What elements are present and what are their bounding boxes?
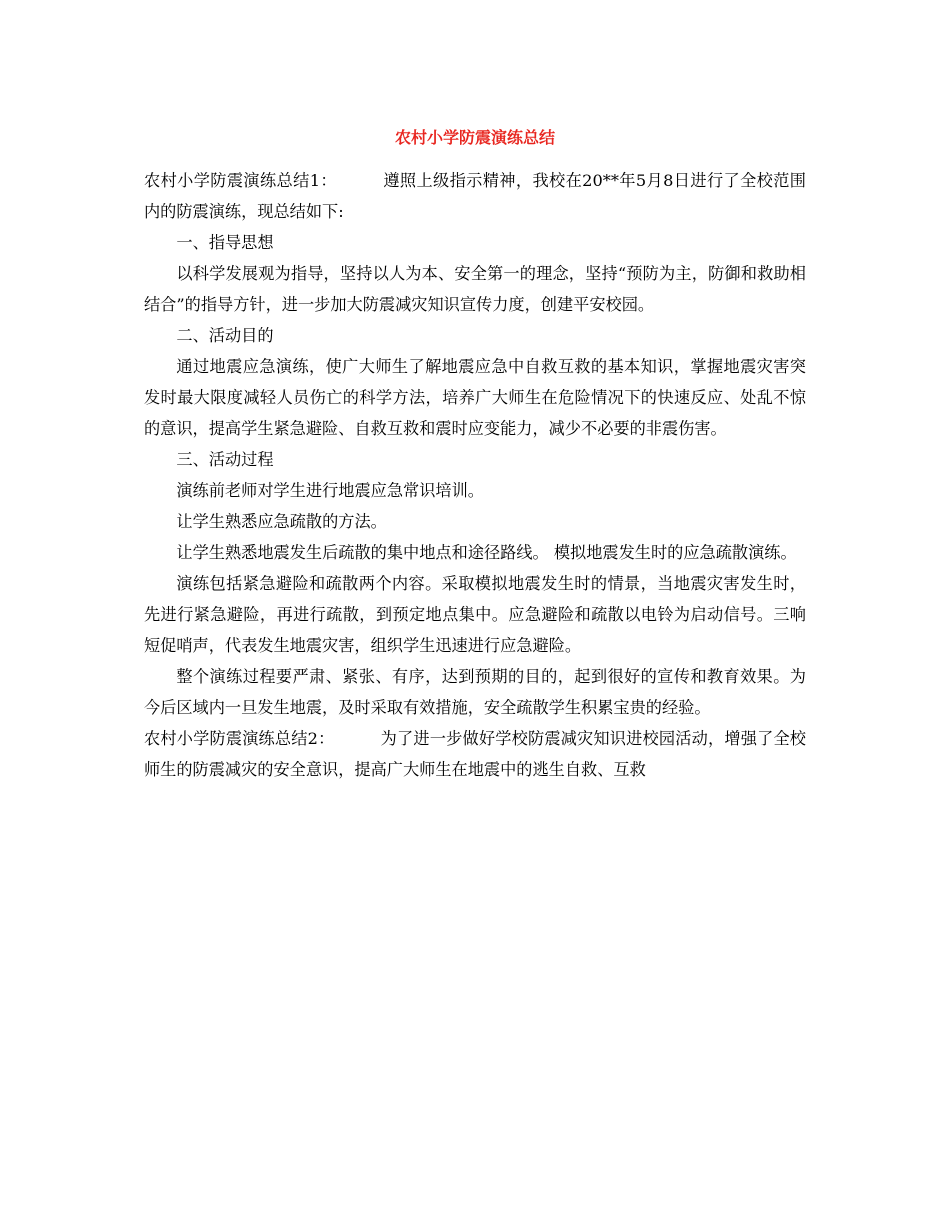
section2-text: 通过地震应急演练，使广大师生了解地震应急中自救互救的基本知识，掌握地震灾害突发时最大限度减轻人员伤亡的科学方法，培养广大师生在危险情况下的快速反应、处乱不惊的意识，提高学生紧急避险、自救互救和震时应变能力，减少不必要的非震伤害。	[144, 357, 806, 438]
summary2-intro-paragraph	[144, 723, 806, 785]
summary2-intro: 为了进一步做好学校防震减灾知识进校园活动，增强了全校师生的防震减灾的安全意识，提高广大师生在地震中的逃生自救、互救	[144, 729, 806, 779]
section2-heading: 二、活动目的	[176, 326, 274, 345]
document-body	[144, 165, 806, 785]
process-paragraph-2: 让学生熟悉应急疏散的方法。	[176, 512, 387, 531]
section1-heading: 一、指导思想	[176, 233, 274, 252]
summary1-intro: 遵照上级指示精神，我校在20**年5月8日进行了全校范围内的防震演练，现总结如下:	[144, 171, 806, 221]
document-title: 农村小学防震演练总结	[394, 128, 555, 147]
section3-heading: 三、活动过程	[176, 450, 274, 469]
summary2-label: 农村小学防震演练总结2：	[144, 729, 335, 748]
process-paragraph-4: 演练包括紧急避险和疏散两个内容。采取模拟地震发生时的情景，当地震灾害发生时，先进行紧急避险，再进行疏散，到预定地点集中。应急避险和疏散以电铃为启动信号。三响短促哨声，代表发生地震灾害，组织学生迅速进行应急避险。	[144, 574, 806, 655]
summary1-label: 农村小学防震演练总结1：	[144, 171, 337, 190]
process-paragraph-5: 整个演练过程要严肃、紧张、有序，达到预期的目的，起到很好的宣传和教育效果。为今后区域内一旦发生地震，及时采取有效措施，安全疏散学生积累宝贵的经验。	[144, 667, 806, 717]
process-paragraph-1: 演练前老师对学生进行地震应急常识培训。	[176, 481, 484, 500]
summary1-intro-paragraph	[144, 165, 806, 227]
process-paragraph-3: 让学生熟悉地震发生后疏散的集中地点和途径路线。 模拟地震发生时的应急疏散演练。	[176, 543, 797, 562]
section1-text: 以科学发展观为指导，坚持以人为本、安全第一的理念，坚持“预防为主，防御和救助相结合”的指导方针，进一步加大防震减灾知识宣传力度，创建平安校园。	[144, 264, 806, 314]
